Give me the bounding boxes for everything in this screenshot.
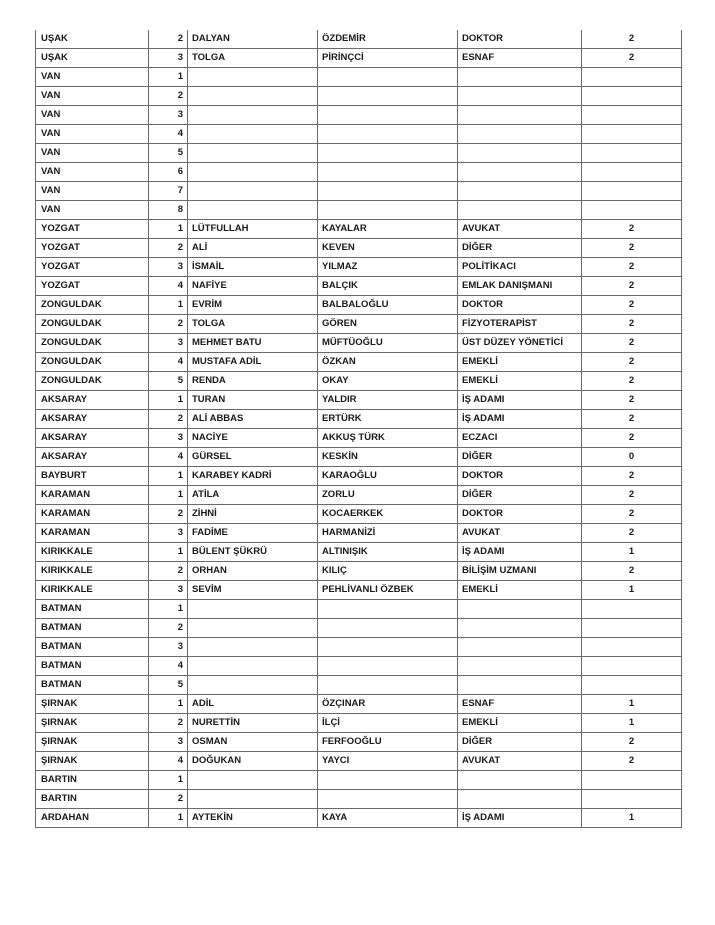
score-cell: 2 bbox=[582, 353, 682, 372]
table-row bbox=[36, 543, 682, 562]
profession-cell: ESNAF bbox=[458, 695, 582, 714]
score-cell: 2 bbox=[582, 562, 682, 581]
table-body bbox=[36, 30, 682, 828]
score-cell bbox=[582, 68, 682, 87]
first-name-cell: DOĞUKAN bbox=[188, 752, 318, 771]
score-cell: 2 bbox=[582, 258, 682, 277]
score-cell bbox=[582, 125, 682, 144]
table-row bbox=[36, 505, 682, 524]
score-cell: 2 bbox=[582, 296, 682, 315]
first-name-cell: SEVİM bbox=[188, 581, 318, 600]
first-name-cell bbox=[188, 163, 318, 182]
score-cell: 1 bbox=[582, 695, 682, 714]
province-cell: KARAMAN bbox=[36, 486, 149, 505]
table-row bbox=[36, 524, 682, 543]
province-cell: KIRIKKALE bbox=[36, 581, 149, 600]
table-row bbox=[36, 809, 682, 828]
last-name-cell: OKAY bbox=[318, 372, 458, 391]
rank-cell: 3 bbox=[149, 429, 188, 448]
province-cell: ZONGULDAK bbox=[36, 372, 149, 391]
table-row bbox=[36, 733, 682, 752]
first-name-cell: NAFİYE bbox=[188, 277, 318, 296]
first-name-cell bbox=[188, 144, 318, 163]
province-cell: BATMAN bbox=[36, 638, 149, 657]
province-cell: KARAMAN bbox=[36, 524, 149, 543]
profession-cell bbox=[458, 87, 582, 106]
province-cell: KARAMAN bbox=[36, 505, 149, 524]
rank-cell: 3 bbox=[149, 258, 188, 277]
table-row bbox=[36, 771, 682, 790]
first-name-cell: DALYAN bbox=[188, 30, 318, 49]
last-name-cell bbox=[318, 201, 458, 220]
rank-cell: 2 bbox=[149, 410, 188, 429]
first-name-cell: TURAN bbox=[188, 391, 318, 410]
last-name-cell: KAYALAR bbox=[318, 220, 458, 239]
table-row bbox=[36, 182, 682, 201]
last-name-cell bbox=[318, 163, 458, 182]
score-cell: 2 bbox=[582, 486, 682, 505]
profession-cell: AVUKAT bbox=[458, 524, 582, 543]
rank-cell: 1 bbox=[149, 467, 188, 486]
province-cell: YOZGAT bbox=[36, 258, 149, 277]
last-name-cell bbox=[318, 619, 458, 638]
last-name-cell: KAYA bbox=[318, 809, 458, 828]
profession-cell bbox=[458, 106, 582, 125]
first-name-cell bbox=[188, 182, 318, 201]
province-cell: YOZGAT bbox=[36, 277, 149, 296]
profession-cell: EMEKLİ bbox=[458, 714, 582, 733]
last-name-cell bbox=[318, 771, 458, 790]
rank-cell: 4 bbox=[149, 657, 188, 676]
first-name-cell bbox=[188, 657, 318, 676]
province-cell: VAN bbox=[36, 144, 149, 163]
province-cell: VAN bbox=[36, 182, 149, 201]
last-name-cell: KEVEN bbox=[318, 239, 458, 258]
table-row bbox=[36, 619, 682, 638]
province-cell: AKSARAY bbox=[36, 391, 149, 410]
rank-cell: 4 bbox=[149, 125, 188, 144]
score-cell bbox=[582, 638, 682, 657]
table-row bbox=[36, 201, 682, 220]
province-cell: BATMAN bbox=[36, 619, 149, 638]
rank-cell: 1 bbox=[149, 809, 188, 828]
rank-cell: 1 bbox=[149, 220, 188, 239]
rank-cell: 2 bbox=[149, 30, 188, 49]
province-cell: ZONGULDAK bbox=[36, 353, 149, 372]
table-row bbox=[36, 163, 682, 182]
score-cell bbox=[582, 87, 682, 106]
profession-cell: BİLİŞİM UZMANI bbox=[458, 562, 582, 581]
first-name-cell: RENDA bbox=[188, 372, 318, 391]
rank-cell: 5 bbox=[149, 144, 188, 163]
table-row bbox=[36, 676, 682, 695]
first-name-cell bbox=[188, 125, 318, 144]
first-name-cell: OSMAN bbox=[188, 733, 318, 752]
score-cell: 2 bbox=[582, 429, 682, 448]
table-row bbox=[36, 695, 682, 714]
last-name-cell: ÖZÇINAR bbox=[318, 695, 458, 714]
table-row bbox=[36, 752, 682, 771]
province-cell: ZONGULDAK bbox=[36, 334, 149, 353]
last-name-cell bbox=[318, 68, 458, 87]
province-cell: ŞIRNAK bbox=[36, 733, 149, 752]
rank-cell: 3 bbox=[149, 581, 188, 600]
first-name-cell: LÜTFULLAH bbox=[188, 220, 318, 239]
rank-cell: 6 bbox=[149, 163, 188, 182]
score-cell: 2 bbox=[582, 467, 682, 486]
rank-cell: 5 bbox=[149, 372, 188, 391]
profession-cell: EMEKLİ bbox=[458, 581, 582, 600]
first-name-cell bbox=[188, 201, 318, 220]
data-table bbox=[35, 30, 682, 828]
last-name-cell: PİRİNÇCİ bbox=[318, 49, 458, 68]
rank-cell: 3 bbox=[149, 733, 188, 752]
province-cell: BATMAN bbox=[36, 657, 149, 676]
last-name-cell: ÖZDEMİR bbox=[318, 30, 458, 49]
first-name-cell: KARABEY KADRİ bbox=[188, 467, 318, 486]
province-cell: BATMAN bbox=[36, 676, 149, 695]
score-cell: 2 bbox=[582, 752, 682, 771]
last-name-cell: FERFOOĞLU bbox=[318, 733, 458, 752]
table-row bbox=[36, 562, 682, 581]
last-name-cell bbox=[318, 182, 458, 201]
score-cell: 2 bbox=[582, 334, 682, 353]
first-name-cell: İSMAİL bbox=[188, 258, 318, 277]
score-cell: 2 bbox=[582, 49, 682, 68]
last-name-cell: ALTINIŞIK bbox=[318, 543, 458, 562]
last-name-cell: KILIÇ bbox=[318, 562, 458, 581]
rank-cell: 2 bbox=[149, 315, 188, 334]
profession-cell: DOKTOR bbox=[458, 505, 582, 524]
profession-cell bbox=[458, 144, 582, 163]
province-cell: BARTIN bbox=[36, 771, 149, 790]
last-name-cell: MÜFTÜOĞLU bbox=[318, 334, 458, 353]
table-row bbox=[36, 638, 682, 657]
last-name-cell: KESKİN bbox=[318, 448, 458, 467]
score-cell: 2 bbox=[582, 733, 682, 752]
rank-cell: 1 bbox=[149, 296, 188, 315]
last-name-cell: YALDIR bbox=[318, 391, 458, 410]
profession-cell: ESNAF bbox=[458, 49, 582, 68]
last-name-cell: GÖREN bbox=[318, 315, 458, 334]
rank-cell: 7 bbox=[149, 182, 188, 201]
province-cell: VAN bbox=[36, 125, 149, 144]
last-name-cell: YILMAZ bbox=[318, 258, 458, 277]
table-row bbox=[36, 144, 682, 163]
rank-cell: 3 bbox=[149, 334, 188, 353]
province-cell: ŞIRNAK bbox=[36, 695, 149, 714]
rank-cell: 1 bbox=[149, 486, 188, 505]
score-cell: 1 bbox=[582, 809, 682, 828]
last-name-cell: HARMANİZİ bbox=[318, 524, 458, 543]
profession-cell: İŞ ADAMI bbox=[458, 543, 582, 562]
last-name-cell: PEHLİVANLI ÖZBEK bbox=[318, 581, 458, 600]
profession-cell: EMEKLİ bbox=[458, 372, 582, 391]
last-name-cell bbox=[318, 638, 458, 657]
table-row bbox=[36, 220, 682, 239]
profession-cell: DİĞER bbox=[458, 733, 582, 752]
rank-cell: 2 bbox=[149, 87, 188, 106]
score-cell: 2 bbox=[582, 30, 682, 49]
last-name-cell: KOCAERKEK bbox=[318, 505, 458, 524]
last-name-cell: ZORLU bbox=[318, 486, 458, 505]
first-name-cell: TOLGA bbox=[188, 49, 318, 68]
last-name-cell: ERTÜRK bbox=[318, 410, 458, 429]
first-name-cell: NURETTİN bbox=[188, 714, 318, 733]
rank-cell: 1 bbox=[149, 600, 188, 619]
province-cell: ARDAHAN bbox=[36, 809, 149, 828]
table-row bbox=[36, 467, 682, 486]
rank-cell: 2 bbox=[149, 505, 188, 524]
profession-cell bbox=[458, 771, 582, 790]
province-cell: YOZGAT bbox=[36, 220, 149, 239]
first-name-cell: ATİLA bbox=[188, 486, 318, 505]
first-name-cell: ZİHNİ bbox=[188, 505, 318, 524]
rank-cell: 4 bbox=[149, 277, 188, 296]
first-name-cell bbox=[188, 676, 318, 695]
profession-cell: DİĞER bbox=[458, 239, 582, 258]
table-row bbox=[36, 296, 682, 315]
table-row bbox=[36, 448, 682, 467]
score-cell bbox=[582, 600, 682, 619]
rank-cell: 3 bbox=[149, 638, 188, 657]
first-name-cell: BÜLENT ŞÜKRÜ bbox=[188, 543, 318, 562]
province-cell: BARTIN bbox=[36, 790, 149, 809]
score-cell: 1 bbox=[582, 581, 682, 600]
score-cell: 2 bbox=[582, 505, 682, 524]
province-cell: BATMAN bbox=[36, 600, 149, 619]
score-cell bbox=[582, 657, 682, 676]
profession-cell bbox=[458, 163, 582, 182]
last-name-cell: BALBALOĞLU bbox=[318, 296, 458, 315]
last-name-cell bbox=[318, 600, 458, 619]
score-cell: 1 bbox=[582, 543, 682, 562]
rank-cell: 4 bbox=[149, 752, 188, 771]
last-name-cell bbox=[318, 87, 458, 106]
table-row bbox=[36, 68, 682, 87]
first-name-cell: GÜRSEL bbox=[188, 448, 318, 467]
first-name-cell: ALİ ABBAS bbox=[188, 410, 318, 429]
score-cell bbox=[582, 790, 682, 809]
profession-cell bbox=[458, 619, 582, 638]
score-cell bbox=[582, 619, 682, 638]
profession-cell bbox=[458, 182, 582, 201]
rank-cell: 1 bbox=[149, 391, 188, 410]
province-cell: ZONGULDAK bbox=[36, 296, 149, 315]
table-row bbox=[36, 125, 682, 144]
province-cell: ŞIRNAK bbox=[36, 714, 149, 733]
score-cell bbox=[582, 163, 682, 182]
profession-cell bbox=[458, 600, 582, 619]
province-cell: KIRIKKALE bbox=[36, 562, 149, 581]
province-cell: AKSARAY bbox=[36, 429, 149, 448]
profession-cell bbox=[458, 790, 582, 809]
profession-cell bbox=[458, 125, 582, 144]
profession-cell: FİZYOTERAPİST bbox=[458, 315, 582, 334]
profession-cell bbox=[458, 201, 582, 220]
rank-cell: 1 bbox=[149, 695, 188, 714]
table-row bbox=[36, 410, 682, 429]
last-name-cell bbox=[318, 125, 458, 144]
rank-cell: 1 bbox=[149, 68, 188, 87]
first-name-cell: NACİYE bbox=[188, 429, 318, 448]
rank-cell: 3 bbox=[149, 524, 188, 543]
province-cell: AKSARAY bbox=[36, 410, 149, 429]
table-row bbox=[36, 334, 682, 353]
province-cell: YOZGAT bbox=[36, 239, 149, 258]
table-row bbox=[36, 391, 682, 410]
score-cell: 2 bbox=[582, 315, 682, 334]
rank-cell: 2 bbox=[149, 790, 188, 809]
last-name-cell bbox=[318, 144, 458, 163]
table-row bbox=[36, 49, 682, 68]
province-cell: KIRIKKALE bbox=[36, 543, 149, 562]
last-name-cell: KARAOĞLU bbox=[318, 467, 458, 486]
profession-cell: ÜST DÜZEY YÖNETİCİ bbox=[458, 334, 582, 353]
province-cell: VAN bbox=[36, 106, 149, 125]
first-name-cell: ORHAN bbox=[188, 562, 318, 581]
first-name-cell bbox=[188, 619, 318, 638]
score-cell: 2 bbox=[582, 524, 682, 543]
score-cell: 2 bbox=[582, 391, 682, 410]
table-row bbox=[36, 657, 682, 676]
first-name-cell: MUSTAFA ADİL bbox=[188, 353, 318, 372]
rank-cell: 4 bbox=[149, 448, 188, 467]
last-name-cell bbox=[318, 676, 458, 695]
first-name-cell bbox=[188, 68, 318, 87]
first-name-cell: FADİME bbox=[188, 524, 318, 543]
score-cell: 2 bbox=[582, 372, 682, 391]
province-cell: VAN bbox=[36, 87, 149, 106]
profession-cell: DİĞER bbox=[458, 448, 582, 467]
profession-cell bbox=[458, 638, 582, 657]
profession-cell bbox=[458, 676, 582, 695]
profession-cell bbox=[458, 657, 582, 676]
first-name-cell: TOLGA bbox=[188, 315, 318, 334]
table-row bbox=[36, 581, 682, 600]
profession-cell: EMLAK DANIŞMANI bbox=[458, 277, 582, 296]
last-name-cell: İLÇİ bbox=[318, 714, 458, 733]
first-name-cell bbox=[188, 771, 318, 790]
last-name-cell: BALÇIK bbox=[318, 277, 458, 296]
province-cell: AKSARAY bbox=[36, 448, 149, 467]
score-cell bbox=[582, 144, 682, 163]
profession-cell: DİĞER bbox=[458, 486, 582, 505]
last-name-cell: AKKUŞ TÜRK bbox=[318, 429, 458, 448]
first-name-cell bbox=[188, 106, 318, 125]
score-cell: 0 bbox=[582, 448, 682, 467]
table-row bbox=[36, 429, 682, 448]
rank-cell: 2 bbox=[149, 619, 188, 638]
rank-cell: 1 bbox=[149, 771, 188, 790]
province-cell: VAN bbox=[36, 68, 149, 87]
rank-cell: 8 bbox=[149, 201, 188, 220]
profession-cell: EMEKLİ bbox=[458, 353, 582, 372]
rank-cell: 2 bbox=[149, 562, 188, 581]
province-cell: UŞAK bbox=[36, 30, 149, 49]
table-row bbox=[36, 277, 682, 296]
province-cell: UŞAK bbox=[36, 49, 149, 68]
profession-cell: DOKTOR bbox=[458, 467, 582, 486]
last-name-cell bbox=[318, 790, 458, 809]
profession-cell: AVUKAT bbox=[458, 752, 582, 771]
first-name-cell bbox=[188, 87, 318, 106]
first-name-cell: ALİ bbox=[188, 239, 318, 258]
last-name-cell bbox=[318, 657, 458, 676]
profession-cell: DOKTOR bbox=[458, 296, 582, 315]
profession-cell: POLİTİKACI bbox=[458, 258, 582, 277]
rank-cell: 5 bbox=[149, 676, 188, 695]
score-cell bbox=[582, 106, 682, 125]
profession-cell: DOKTOR bbox=[458, 30, 582, 49]
table-row bbox=[36, 486, 682, 505]
table-row bbox=[36, 714, 682, 733]
rank-cell: 2 bbox=[149, 714, 188, 733]
score-cell: 2 bbox=[582, 277, 682, 296]
table-row bbox=[36, 106, 682, 125]
profession-cell: İŞ ADAMI bbox=[458, 410, 582, 429]
last-name-cell: ÖZKAN bbox=[318, 353, 458, 372]
rank-cell: 3 bbox=[149, 49, 188, 68]
table-row bbox=[36, 239, 682, 258]
first-name-cell bbox=[188, 638, 318, 657]
first-name-cell bbox=[188, 790, 318, 809]
table-row bbox=[36, 600, 682, 619]
table-row bbox=[36, 30, 682, 49]
rank-cell: 4 bbox=[149, 353, 188, 372]
first-name-cell: AYTEKİN bbox=[188, 809, 318, 828]
score-cell bbox=[582, 771, 682, 790]
score-cell: 2 bbox=[582, 239, 682, 258]
score-cell: 2 bbox=[582, 220, 682, 239]
province-cell: BAYBURT bbox=[36, 467, 149, 486]
table-row bbox=[36, 87, 682, 106]
profession-cell: İŞ ADAMI bbox=[458, 391, 582, 410]
rank-cell: 3 bbox=[149, 106, 188, 125]
table-row bbox=[36, 258, 682, 277]
score-cell: 1 bbox=[582, 714, 682, 733]
table-row bbox=[36, 372, 682, 391]
province-cell: ZONGULDAK bbox=[36, 315, 149, 334]
first-name-cell: EVRİM bbox=[188, 296, 318, 315]
score-cell bbox=[582, 182, 682, 201]
table-row bbox=[36, 790, 682, 809]
profession-cell bbox=[458, 68, 582, 87]
province-cell: VAN bbox=[36, 201, 149, 220]
province-cell: VAN bbox=[36, 163, 149, 182]
score-cell: 2 bbox=[582, 410, 682, 429]
table-row bbox=[36, 315, 682, 334]
profession-cell: İŞ ADAMI bbox=[458, 809, 582, 828]
first-name-cell: MEHMET BATU bbox=[188, 334, 318, 353]
profession-cell: AVUKAT bbox=[458, 220, 582, 239]
rank-cell: 1 bbox=[149, 543, 188, 562]
rank-cell: 2 bbox=[149, 239, 188, 258]
score-cell bbox=[582, 201, 682, 220]
last-name-cell: YAYCI bbox=[318, 752, 458, 771]
score-cell bbox=[582, 676, 682, 695]
first-name-cell: ADİL bbox=[188, 695, 318, 714]
table-row bbox=[36, 353, 682, 372]
profession-cell: ECZACI bbox=[458, 429, 582, 448]
last-name-cell bbox=[318, 106, 458, 125]
province-cell: ŞIRNAK bbox=[36, 752, 149, 771]
first-name-cell bbox=[188, 600, 318, 619]
